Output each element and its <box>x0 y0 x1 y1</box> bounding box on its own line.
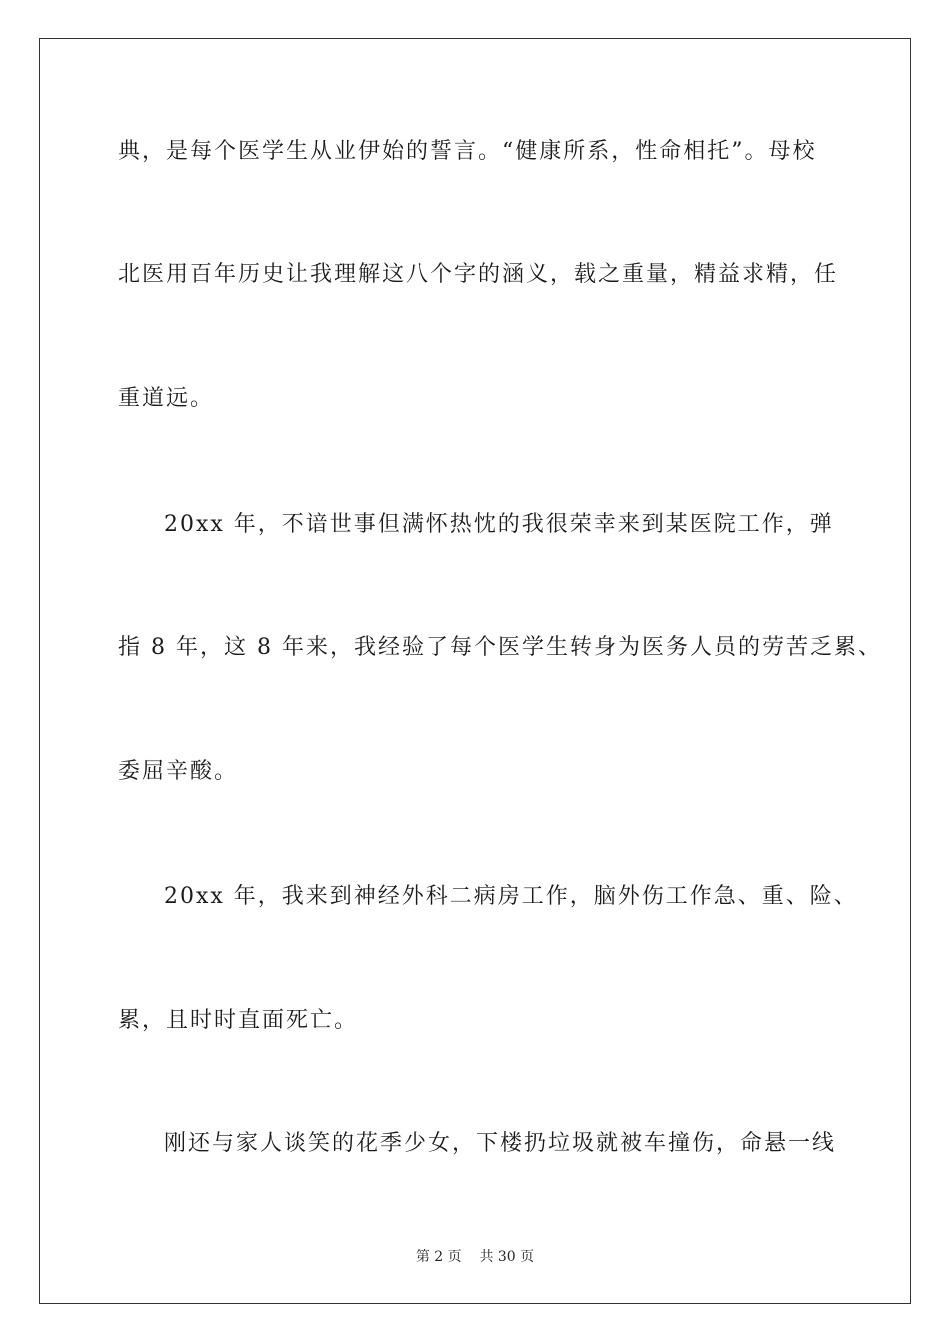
text-line-6: 委屈辛酸。 <box>118 759 239 784</box>
text-line-1: 典，是每个医学生从业伊始的誓言。“健康所系，性命相托”。母校 <box>118 139 817 164</box>
page-footer <box>0 1248 950 1266</box>
page-number: 第 2 页 <box>415 1249 462 1265</box>
text-line-5: 指 8 年，这 8 年来，我经验了每个医学生转身为医务人员的劳苦乏累、 <box>118 635 882 660</box>
text-line-9: 刚还与家人谈笑的花季少女，下楼扔垃圾就被车撞伤，命悬一线 <box>164 1131 837 1156</box>
text-line-3: 重道远。 <box>118 386 215 411</box>
text-line-2: 北医用百年历史让我理解这八个字的涵义，载之重量，精益求精，任 <box>118 262 839 287</box>
page-total: 共 30 页 <box>479 1249 535 1265</box>
text-line-7: 20xx 年，我来到神经外科二病房工作，脑外伤工作急、重、险、 <box>164 884 858 909</box>
text-line-8: 累，且时时直面死亡。 <box>118 1008 359 1033</box>
text-line-4: 20xx 年，不谙世事但满怀热忱的我很荣幸来到某医院工作，弹 <box>164 512 834 537</box>
page-frame <box>39 38 911 1304</box>
